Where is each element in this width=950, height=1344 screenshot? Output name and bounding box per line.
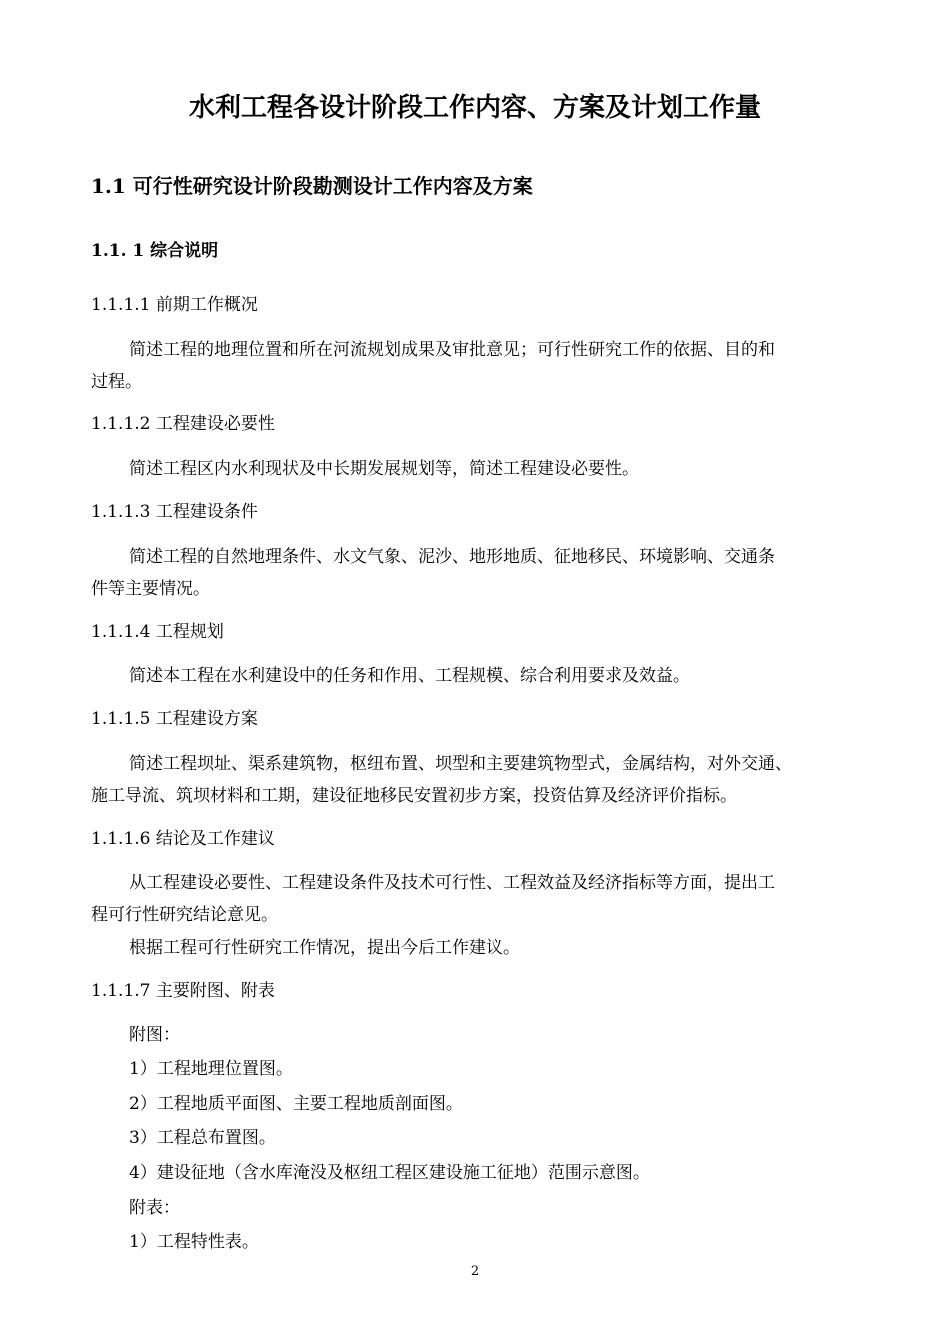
item-text: 简述工程坝址、渠系建筑物，枢纽布置、坝型和主要建筑物型式，金属结构，对外交通、 <box>129 754 792 774</box>
item-text: 程可行性研究结论意见。 <box>91 905 278 925</box>
page-number: 2 <box>470 1264 480 1279</box>
item-text: 件等主要情况。 <box>91 579 210 599</box>
item-text: 施工导流、筑坝材料和工期，建设征地移民安置初步方案，投资估算及经济评价指标。 <box>91 786 737 806</box>
item-text: 简述本工程在水利建设中的任务和作用、工程规模、综合利用要求及效益。 <box>129 666 690 686</box>
item-heading: 1.1.1.3 工程建设条件 <box>91 502 258 522</box>
figure-list-item: 3）工程总布置图。 <box>129 1128 276 1148</box>
section-heading: 1.1 可行性研究设计阶段勘测设计工作内容及方案 <box>91 174 533 198</box>
item-heading: 1.1.1.7 主要附图、附表 <box>91 981 275 1001</box>
item-heading: 1.1.1.5 工程建设方案 <box>91 709 258 729</box>
item-text: 简述工程区内水利现状及中长期发展规划等，简述工程建设必要性。 <box>129 459 639 479</box>
item-text: 简述工程的地理位置和所在河流规划成果及审批意见；可行性研究工作的依据、目的和 <box>129 340 775 360</box>
figures-label: 附图： <box>129 1025 180 1045</box>
document-title: 水利工程各设计阶段工作内容、方案及计划工作量 <box>188 93 761 123</box>
figure-list-item: 2）工程地质平面图、主要工程地质剖面图。 <box>129 1094 463 1114</box>
table-list-item: 1）工程特性表。 <box>129 1232 259 1252</box>
subsection-heading: 1.1. 1 综合说明 <box>91 241 219 261</box>
item-heading: 1.1.1.2 工程建设必要性 <box>91 414 275 434</box>
tables-label: 附表： <box>129 1198 180 1218</box>
item-text: 过程。 <box>91 372 142 392</box>
figure-list-item: 1）工程地理位置图。 <box>129 1059 293 1079</box>
figure-list-item: 4）建设征地（含水库淹没及枢纽工程区建设施工征地）范围示意图。 <box>129 1163 650 1183</box>
item-heading: 1.1.1.4 工程规划 <box>91 622 224 642</box>
item-text: 简述工程的自然地理条件、水文气象、泥沙、地形地质、征地移民、环境影响、交通条 <box>129 547 775 567</box>
item-heading: 1.1.1.1 前期工作概况 <box>91 295 258 315</box>
item-heading: 1.1.1.6 结论及工作建议 <box>91 829 275 849</box>
item-text: 根据工程可行性研究工作情况，提出今后工作建议。 <box>129 938 520 958</box>
item-text: 从工程建设必要性、工程建设条件及技术可行性、工程效益及经济指标等方面，提出工 <box>129 873 775 893</box>
